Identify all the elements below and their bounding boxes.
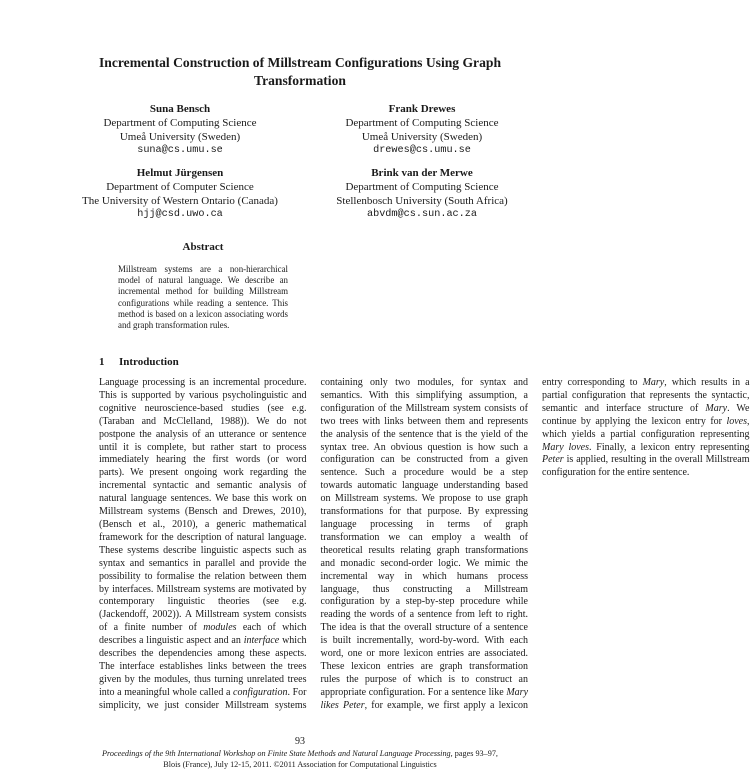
abstract-text: Millstream systems are a non-hierarchical model of natural language. We describe an incremental method for building Millstream configurations while reading a sentence. This method is based on a lexicon associating words and graph transformation rules. — [118, 264, 288, 331]
author-institution: The University of Western Ontario (Canada) — [82, 195, 278, 207]
example-italic: Mary — [642, 377, 665, 388]
author-email: drewes@cs.umu.se — [373, 145, 471, 156]
author-name: Brink van der Merwe — [371, 167, 473, 179]
author-department: Department of Computing Science — [345, 117, 499, 129]
author-department: Department of Computing Science — [103, 117, 257, 129]
section-number: 1 — [99, 356, 105, 368]
section-title: Introduction — [119, 356, 179, 368]
page-number: 93 — [295, 736, 305, 747]
author-block — [40, 166, 320, 222]
author-name: Helmut Jürgensen — [136, 167, 224, 179]
author-email: hjj@csd.uwo.ca — [137, 209, 223, 220]
left-column-text — [99, 377, 750, 723]
author-department: Department of Computer Science — [106, 181, 254, 193]
example-italic: Mary loves — [542, 441, 589, 453]
author-email: abvdm@cs.sun.ac.za — [366, 209, 478, 220]
author-block — [40, 102, 320, 158]
paper-title: Incremental Construction of Millstream Configurations Using Graph Transformation — [98, 55, 502, 88]
author-name: Suna Bensch — [149, 103, 211, 115]
term-italic: interface — [243, 635, 280, 647]
author-institution: Stellenbosch University (South Africa) — [336, 195, 508, 207]
term-italic: configuration — [233, 686, 288, 698]
author-block — [282, 166, 562, 222]
author-email: suna@cs.umu.se — [137, 145, 223, 156]
example-italic: Mary — [705, 402, 728, 414]
author-name: Frank Drewes — [388, 103, 456, 115]
author-block — [282, 102, 562, 158]
abstract-heading: Abstract — [182, 241, 224, 253]
author-department: Department of Computing Science — [345, 181, 499, 193]
section-heading — [99, 356, 179, 368]
paragraph: Language processing is an incremental procedure. This is supported by various psycholinguistic and cognitive neuroscience-based studies (see e.g. (Taraban and McClelland, 1988)). We do not postpone the analysis of an utterance or sentence until it is complete, but rather start to process immediately hearing the first words (or word parts). We present ongoing work regarding the incremental syntactic and semantic analysis of natural language sentences. We base this work on Millstream systems (Bensch and Drewes, 2010), (Bensch et al., 2010), a generic mathematical framework for the description of natural language. These systems describe linguistic aspects such as syntax and semantics in parallel and provide the possibility to formalise the relation between them by interfaces. Millstream systems are motivated by contemporary linguistic theories (see e.g. (Jackendoff, 2002)). A Millstream system consists of a finite number of modules each of which describes a linguistic aspect and an interface which describes the dependencies among these aspects. The interface establishes links between the trees given by the modules, thus turning unrelated trees into a meaningful whole called a configuration. For simplicity, we just consider Millstream systems containing only two modules, for syntax and semantics. With this simplifying assumption, a configuration of the Millstream system consists of two trees with links between them and represents the analysis of the sentence that is the yield of the syntax tree. An obvious question is how such a configuration can be constructed from a given sentence. Such a procedure would be a step towards automatic language understanding based on Millstream systems. We propose to use graph transformations for that purpose. By expressing language processing in terms of graph transformation we can employ a wealth of theoretical results relating graph transformations and monadic second-order logic. We mimic the incremental way in which humans process language, thus constructing a Millstream configuration by a step-by-step procedure while reading the words of a sentence from left to right. The idea is that the overall structure of a sentence is built incrementally, word-by-word. With each word, one or more lexicon entries are associated. These lexicon entries are graph transformation rules the purpose of which is to construct an appropriate configuration. For a sentence like Mary likes Peter, for example, we first apply a lexicon entry corresponding to Mary, which results in a partial configuration that represents the syntactic, semantic and interface structure of Mary. We continue by applying the lexicon entry for loves, which yields a partial configuration representing Mary loves. Finally, a lexicon entry representing Peter is applied, resulting in the overall Millstream configuration for the entire sentence. — [99, 377, 750, 711]
example-italic: Peter — [542, 454, 564, 466]
author-institution: Umeå University (Sweden) — [361, 131, 483, 143]
example-italic: loves — [726, 415, 747, 427]
term-italic: modules — [203, 622, 237, 634]
example-italic: Mary likes Peter — [320, 686, 529, 711]
footer-proceedings: Proceedings of the 9th International Workshop on Finite State Methods and Natural Language Processing, pages 93–97, Blois (France), July 12-15, 2011. ©2011 Association for Computational Linguistics — [102, 749, 498, 769]
author-institution: Umeå University (Sweden) — [119, 131, 241, 143]
